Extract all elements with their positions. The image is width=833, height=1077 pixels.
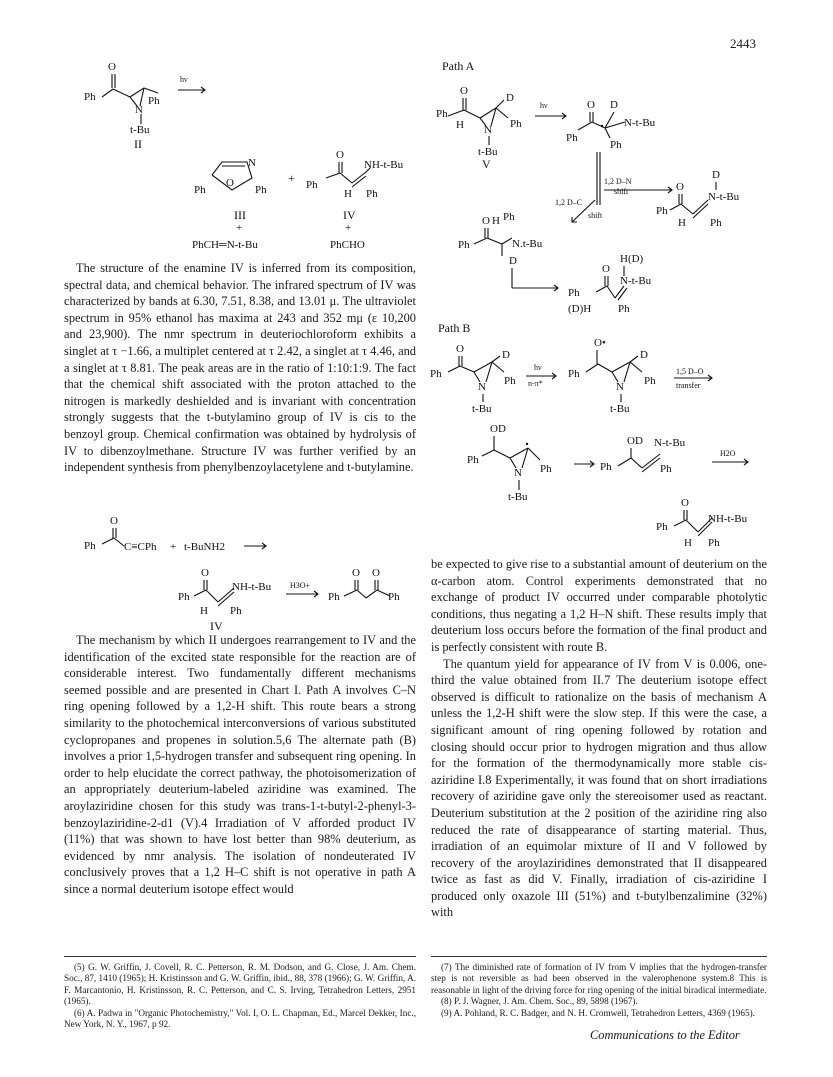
arrow-label: hν [180, 75, 188, 84]
plus-sign: + [170, 541, 177, 553]
atom-label: Ph [306, 179, 318, 191]
footnote: (6) A. Padwa in "Organic Photochemistry," Vol. I, O. L. Chapman, Ed., Marcel Dekker, Inc., New York, N. Y., 1967, p 92. [64, 1007, 416, 1030]
atom-label: Ph [458, 239, 470, 251]
arrow-label: H3O+ [290, 581, 311, 590]
atom-label: Ph [660, 463, 672, 475]
compound-label: V [482, 157, 491, 171]
atom-label: t-Bu [610, 403, 630, 415]
atom-label: t-BuNH2 [184, 541, 225, 553]
atom-label: Ph [656, 521, 668, 533]
atom-label: NH-t-Bu [708, 513, 748, 525]
arrow-label: shift [588, 211, 603, 220]
atom-label: Ph [388, 591, 400, 603]
atom-label: O [676, 181, 684, 193]
atom-label: Ph [566, 132, 578, 144]
atom-label: D [509, 255, 517, 267]
paragraph: The mechanism by which II undergoes rearrangement to IV and the identification of the excited state responsible for the reaction are of considerable interest. Two fundamentally different mechanisms seemed possible and are presented in Chart I. Path A involves C–N ring opening followed by a 1,2-H shift. This route bears a strong similarity to the photochemical interconversions of various substituted cyclopropanes and propenes in solution.5,6 The alternate path (B) involves a prior 1,5-hydrogen transfer and subsequent ring opening. In order to help elucidate the correct pathway, the photoisomerization of an appropriately deuterium-labeled aziridine was examined. The aroylaziridine chosen for this study was trans-1-t-butyl-2-phenyl-3-benzoylaziridine-2-d1 (V).4 Irradiation of V afforded product IV (11%) that was shown to have lost better than 98% deuterium, as evidenced by nmr analysis. The isolation of nondeuterated IV conclusively proves that a 1,2 H–C shift is not operative in path A since a normal deuterium isotope effect would [64, 633, 416, 896]
atom-label: O [110, 515, 118, 527]
journal-footer: Communications to the Editor [590, 1028, 740, 1042]
atom-label: Ph [148, 95, 160, 107]
paragraph: The quantum yield for appearance of IV from V is 0.006, one-third the value obtained from II.7 The deuterium isotope effect observed is difficult to rationalize on the basis of mechanism A unless the 1,2-H shift were the slow step. If this were the case, a significant amount of ring opening followed by rotation and closing should occur prior to hydrogen migration and thus allow for the formation of the thermodynamically more stable cis-aziridine I.8 Experimentally, it was found that on short irradiations recovery of aziridine gave only the stereoisomer used as reactant. Deuterium substitution at the 2 position of the aziridine ring also reduced the rate of disappearance of starting material. Thus, irradiation of an equimolar mixture of II and V followed by recovery of the aroylaziridines demonstrated that II disappeared twice as fast as did V. Finally, irradiation of cis-aziridine I produced only oxazole III (51%) and t-butylbenzalimine (32%) with [431, 656, 767, 920]
arrow-label: transfer [676, 381, 701, 390]
atom-label: O [482, 215, 490, 227]
atom-label: O [460, 85, 468, 97]
paragraph: be expected to give rise to a substantial amount of deuterium on the α-carbon atom. Control experiments demonstrated that no exchange of product IV occurred under comparable photolytic conditions, thus negating a 1,2 H–N shift. These results imply that deuterium loss occurs before the formation of the final product and is perfectly consistent with route B. [431, 557, 767, 654]
atom-label: Ph [540, 463, 552, 475]
atom-label: Ph [467, 454, 479, 466]
atom-label: N [616, 381, 624, 393]
atom-label: Ph [194, 184, 206, 196]
atom-label: O [602, 263, 610, 275]
left-column-paragraph-2 [64, 632, 416, 898]
acetylene-synthesis [84, 515, 266, 553]
atom-label: Ph [430, 368, 442, 380]
path-b-label: Path B [438, 321, 471, 335]
atom-label: H [492, 215, 500, 227]
atom-label: H [344, 188, 352, 200]
compound-IV-structure [306, 149, 404, 251]
atom-label: Ph [618, 303, 630, 315]
compound-label: II [134, 137, 142, 151]
page-number: 2443 [730, 36, 756, 51]
footnote: (5) G. W. Griffin, J. Covell, R. C. Petterson, R. M. Dodson, and G. Close, J. Am. Chem. Soc., 87, 1410 (1965); H. Kristinsson and G. W. Griffin, ibid., 88, 378 (1966); G. W. Griffin, A. F. Marcantonio, H. Kristinsson, R. C. Petterson, and C. S. Irving, Tetrahedron Letters, 2951 (1965). [64, 962, 416, 1007]
path-a-biradical [555, 99, 672, 222]
atom-label: O [372, 567, 380, 579]
atom-label: O [456, 343, 464, 355]
atom-label: NH-t-Bu [364, 159, 404, 171]
arrow-label: hν [540, 101, 548, 110]
path-b-excited [568, 337, 712, 415]
atom-label: t-Bu [472, 403, 492, 415]
atom-label: Ph [230, 605, 242, 617]
atom-label: Ph [600, 461, 612, 473]
atom-label: OD [627, 435, 643, 447]
atom-label: H(D) [620, 253, 644, 265]
footnote-divider [64, 956, 416, 957]
atom-label: H [684, 537, 692, 549]
atom-label: Ph [436, 108, 448, 120]
path-b-final-IV [656, 497, 748, 549]
atom-label: O• [594, 337, 606, 349]
compound-II-structure [84, 61, 205, 151]
atom-label: Ph [610, 139, 622, 151]
atom-label: Ph [568, 368, 580, 380]
path-a-carbon-shift-intermediate [458, 211, 558, 291]
atom-label: O [201, 567, 209, 579]
atom-label: O [587, 99, 595, 111]
path-a-product-h-d [568, 253, 652, 315]
byproduct-label: PhCH═N-t-Bu [192, 239, 258, 251]
atom-label: Ph [366, 188, 378, 200]
arrow-label: hν [534, 363, 542, 372]
atom-label: Ph [710, 217, 722, 229]
atom-label: Ph [510, 118, 522, 130]
arrow-label: 1,2 D–N [604, 177, 632, 186]
atom-label: D [506, 92, 514, 104]
footnotes-right [431, 962, 767, 1019]
footnote: (9) A. Pohland, R. C. Badger, and N. H. Cromwell, Tetrahedron Letters, 4369 (1965). [441, 1007, 755, 1018]
compound-III-structure [192, 157, 295, 251]
atom-label: N.t-Bu [512, 238, 543, 250]
atom-label: D [640, 349, 648, 361]
byproduct-label: PhCHO [330, 239, 365, 251]
atom-label: N-t-Bu [654, 437, 686, 449]
atom-label: OD [490, 423, 506, 435]
atom-label: Ph [644, 375, 656, 387]
atom-label: N [135, 104, 143, 116]
atom-label: N [514, 467, 522, 479]
arrow-label: 1,2 D–C [555, 198, 583, 207]
atom-label: N-t-Bu [624, 117, 656, 129]
atom-label: D [502, 349, 510, 361]
atom-label: t-Bu [508, 491, 528, 503]
atom-label: Ph [255, 184, 267, 196]
atom-label: Ph [568, 287, 580, 299]
atom-label: N [478, 381, 486, 393]
atom-label: Ph [178, 591, 190, 603]
atom-label: t-Bu [478, 146, 498, 158]
atom-label: t-Bu [130, 124, 150, 136]
atom-label: N [248, 157, 256, 169]
footnote-divider [431, 956, 767, 957]
footnotes-left [64, 962, 416, 1030]
atom-label: Ph [503, 211, 515, 223]
path-b-step3 [600, 435, 748, 475]
arrow-label: H2O [720, 449, 736, 458]
arrow-label: n-π* [528, 379, 543, 388]
atom-label: Ph [328, 591, 340, 603]
atom-label: N-t-Bu [708, 191, 740, 203]
atom-label: Ph [84, 91, 96, 103]
atom-label: O [336, 149, 344, 161]
compound-label: IV [210, 619, 223, 633]
path-a-product-deuterated [656, 169, 740, 229]
plus-sign: + [345, 222, 352, 234]
footnote: (8) P. J. Wagner, J. Am. Chem. Soc., 89, 5898 (1967). [441, 996, 638, 1007]
footnote: (7) The diminished rate of formation of IV from V implies that the hydrogen-transfer step is not reversible as had been observed in the valerophenone system.8 This is reasonable in light of the driving force for ring opening of the initial biradical intermediate. [431, 962, 767, 995]
atom-label: O [108, 61, 116, 73]
atom-label: D [610, 99, 618, 111]
compound-V-structure [436, 85, 566, 171]
left-column-paragraph-1 [64, 260, 416, 476]
atom-label: H [456, 119, 464, 131]
plus-sign: + [236, 222, 243, 234]
atom-label: H [678, 217, 686, 229]
atom-label: O [352, 567, 360, 579]
atom-label: N [484, 124, 492, 136]
atom-label: Ph [504, 375, 516, 387]
atom-label: C≡CPh [124, 541, 157, 553]
plus-sign: + [288, 171, 295, 185]
atom-label: H [200, 605, 208, 617]
atom-label: O [681, 497, 689, 509]
paragraph: The structure of the enamine IV is inferred from its composition, spectral data, and chemical behavior. The infrared spectrum of IV was characterized by bands at 6.30, 7.51, 8.38, and 13.01 μ. The ultraviolet spectrum in 95% ethanol has maxima at 243 and 352 mμ (ε 10,200 and 23,900). The nmr spectrum in deuteriochloroform exhibits a singlet at τ −1.66, a multiplet centered at τ 2.42, a singlet at τ 4.46, and a singlet at τ 8.81. The peak areas are in the ratio of 1:10:1:9. The fact that the chemical shift associated with the proton attached to the nitrogen is markedly deshielded and is invariant with concentration strongly suggests that the t-butylamino group of IV is cis to the benzoyl group. Chemical confirmation was obtained by hydrolysis of IV to dibenzoylmethane. Structure IV was further verified by an independent synthesis from phenylbenzoylacetylene and t-butylamine. [64, 261, 416, 475]
path-b-step1 [430, 343, 556, 415]
atom-label: Ph [708, 537, 720, 549]
atom-label: D [712, 169, 720, 181]
compound-label: III [234, 208, 246, 222]
arrow-label: shift [614, 187, 629, 196]
arrow-label: 1,5 D–O [676, 367, 704, 376]
path-a-label: Path A [442, 59, 475, 73]
atom-label: Ph [656, 205, 668, 217]
atom-label: NH-t-Bu [232, 581, 272, 593]
atom-label: O [226, 177, 234, 189]
right-column-body [431, 556, 767, 921]
atom-label: Ph [84, 540, 96, 552]
atom-label: N-t-Bu [620, 275, 652, 287]
acetylene-product-IV [178, 567, 400, 633]
compound-label: IV [343, 208, 356, 222]
path-b-step2 [467, 423, 594, 503]
atom-label: (D)H [568, 303, 592, 315]
